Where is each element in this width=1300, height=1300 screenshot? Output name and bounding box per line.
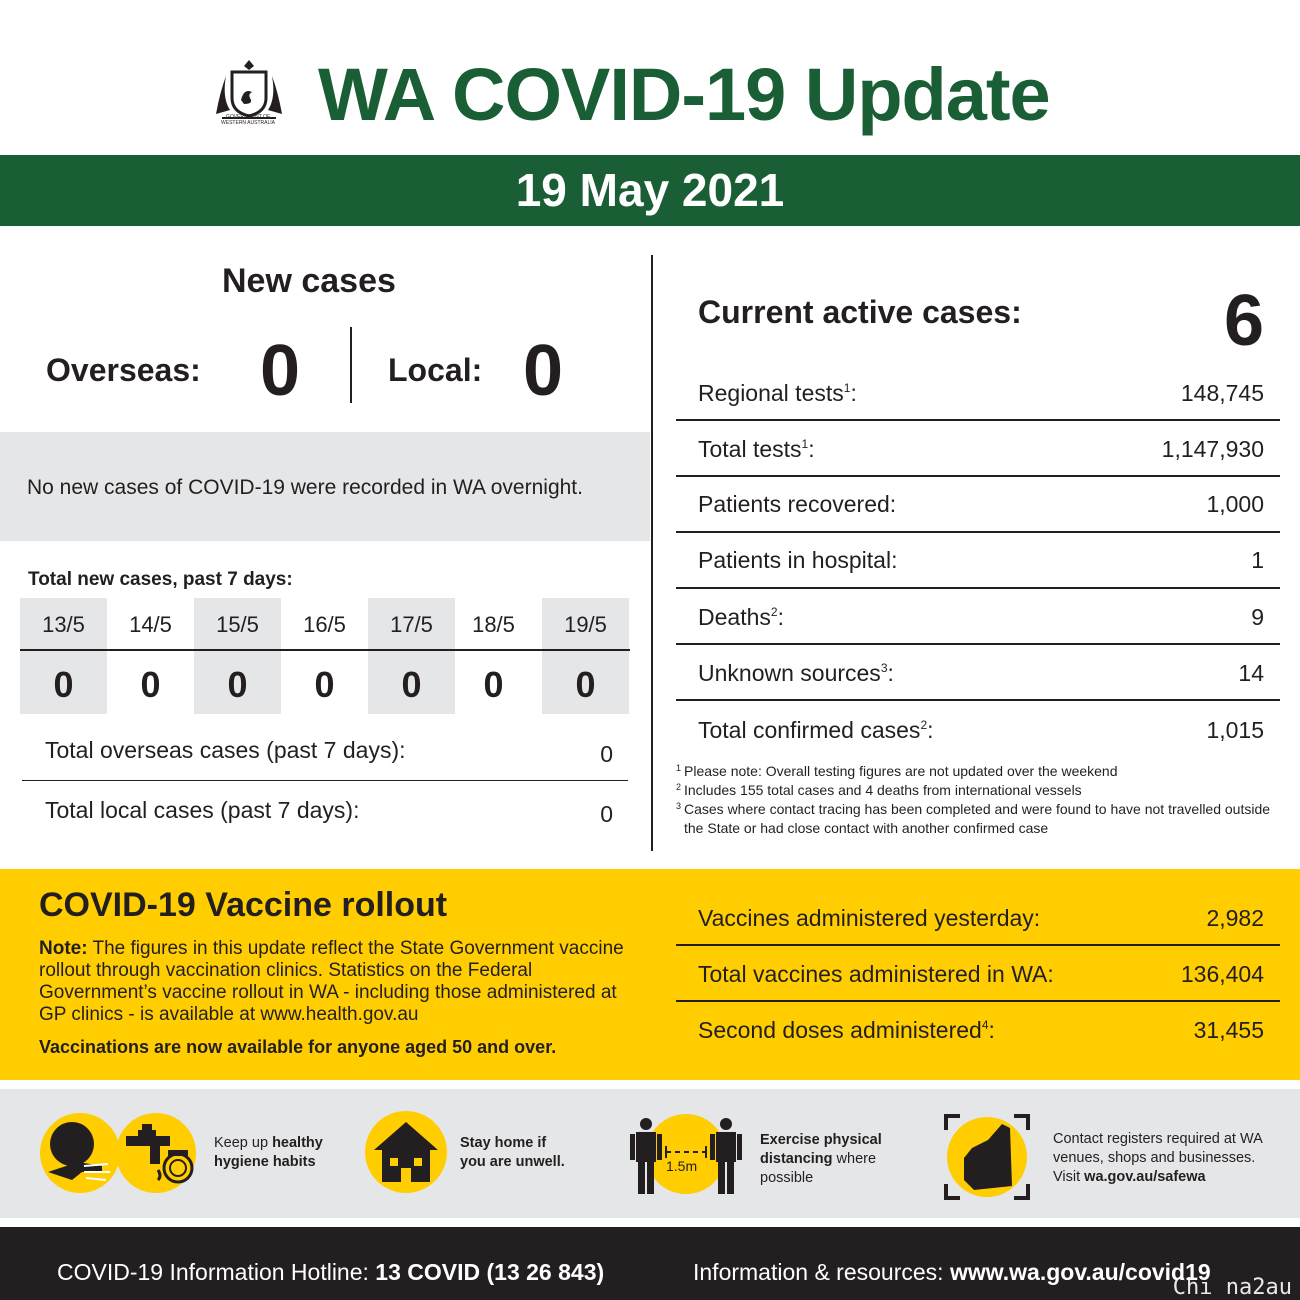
tip-contact-register-text: Contact registers required at WA venues, shops and businesses. Visit wa.gov.au/safewa	[1053, 1131, 1263, 1185]
total-local-value: 0	[600, 801, 613, 827]
day-date: 15/5	[216, 612, 259, 637]
logo-caption-line1: GOVERNMENT OF	[225, 114, 271, 120]
day-date: 14/5	[129, 612, 172, 637]
day-column	[20, 598, 107, 714]
total-overseas-label: Total overseas cases (past 7 days):	[45, 737, 406, 763]
hygiene-icon	[38, 1110, 198, 1196]
total-overseas-row	[20, 737, 628, 797]
stat-value: 1,015	[1206, 717, 1264, 743]
vaccine-availability: Vaccinations are now available for anyone aged 50 and over.	[39, 1037, 557, 1057]
new-cases-divider	[350, 327, 352, 403]
house-icon	[364, 1110, 448, 1194]
footer	[0, 1227, 1300, 1300]
total-local-row	[20, 797, 628, 857]
day-column	[368, 598, 455, 714]
resources	[693, 1259, 1211, 1286]
vaccine-stat-label: Second doses administered$^4$:	[698, 1017, 995, 1043]
stat-value: 148,745	[1180, 380, 1264, 406]
stat-value: 9	[1251, 604, 1264, 630]
row-divider	[22, 780, 628, 781]
day-column	[194, 598, 281, 714]
stat-label: Unknown sources$^3$:	[698, 660, 894, 686]
tip-stay-home-text: Stay home if you are unwell.	[460, 1135, 565, 1170]
stat-divider	[676, 419, 1280, 421]
stat-divider	[676, 699, 1280, 701]
day-value: 0	[483, 664, 504, 705]
vaccine-note: Note: The figures in this update reflect the State Government vaccine rollout through vaccination clinics. Statistics on the Federal Government’s vaccine rollout in WA - including those administered at GP clinics - is available at www.health.gov.au	[39, 938, 624, 1025]
hotline	[57, 1259, 604, 1286]
local-value: 0	[523, 331, 564, 411]
hotline-label: COVID-19 Information Hotline:	[57, 1259, 376, 1285]
logo-caption	[200, 114, 296, 126]
stat-divider	[676, 531, 1280, 533]
day-value: 0	[575, 664, 596, 705]
vaccine-stat-value: 2,982	[1206, 905, 1264, 931]
vaccine-stat-label: Vaccines administered yesterday:	[698, 905, 1041, 931]
summary-box	[0, 432, 650, 541]
day-column	[542, 598, 629, 714]
stat-divider	[676, 587, 1280, 589]
resources-label: Information & resources:	[693, 1259, 950, 1285]
stat-label: Regional tests$^1$:	[698, 380, 857, 406]
stat-value: 1,147,930	[1161, 436, 1264, 462]
stat-label: Deaths$^2$:	[698, 604, 784, 630]
tip-hygiene-text: Keep up healthy hygiene habits	[214, 1135, 323, 1170]
stat-label: Total confirmed cases$^2$:	[698, 717, 934, 743]
stat-divider	[676, 475, 1280, 477]
date-banner: 19 May 2021	[0, 155, 1300, 226]
stat-value: 1	[1251, 547, 1264, 573]
vaccine-row-second-doses	[676, 1009, 1280, 1065]
footnote: 1 Please note: Overall testing figures are not updated over the weekend	[676, 763, 1118, 779]
center-divider	[651, 255, 653, 851]
vaccine-heading: COVID-19 Vaccine rollout	[39, 886, 448, 924]
summary-text: No new cases of COVID-19 were recorded in WA overnight.	[27, 476, 583, 499]
distancing-icon	[630, 1112, 742, 1198]
total-local-label: Total local cases (past 7 days):	[45, 797, 360, 823]
day-column	[107, 598, 194, 714]
overseas-value: 0	[260, 331, 301, 411]
day-value: 0	[227, 664, 248, 705]
day-column	[450, 598, 537, 714]
stat-divider	[676, 643, 1280, 645]
day-date: 18/5	[472, 612, 515, 637]
stat-label: Total tests$^1$:	[698, 436, 815, 462]
stat-label: Patients in hospital:	[698, 547, 898, 573]
vaccine-divider	[676, 1000, 1280, 1002]
day-value: 0	[140, 664, 161, 705]
logo-caption-line2: WESTERN AUSTRALIA	[221, 120, 275, 126]
day-value: 0	[53, 664, 74, 705]
total-overseas-value: 0	[600, 741, 613, 767]
vaccine-stat-label: Total vaccines administered in WA:	[698, 961, 1054, 987]
day-value: 0	[401, 664, 422, 705]
wa-map-icon	[944, 1114, 1030, 1200]
footnotes	[676, 762, 1280, 838]
active-cases-value: 6	[1223, 281, 1264, 361]
local-label: Local:	[388, 352, 483, 388]
footnote: 2 Includes 155 total cases and 4 deaths from international vessels	[676, 782, 1082, 798]
day-table-divider	[20, 649, 630, 651]
new-cases-heading: New cases	[222, 262, 396, 300]
vaccine-stat-value: 136,404	[1180, 961, 1264, 987]
past-7-days-table	[20, 598, 630, 714]
day-column	[281, 598, 368, 714]
resources-link[interactable]: www.wa.gov.au/covid19	[949, 1259, 1211, 1285]
vaccine-divider	[676, 944, 1280, 946]
day-date: 17/5	[390, 612, 433, 637]
overseas-label: Overseas:	[46, 352, 201, 388]
active-cases-label: Current active cases:	[698, 294, 1022, 330]
stat-row-total-confirmed	[676, 709, 1280, 765]
stat-value: 14	[1238, 660, 1264, 686]
day-date: 13/5	[42, 612, 85, 637]
day-value: 0	[314, 664, 335, 705]
stat-label: Patients recovered:	[698, 491, 897, 517]
page-title: WA COVID-19 Update	[318, 53, 1050, 136]
day-date: 16/5	[303, 612, 346, 637]
vaccine-stat-value: 31,455	[1193, 1017, 1264, 1043]
hotline-number: 13 COVID (13 26 843)	[375, 1259, 605, 1285]
distance-label: 1.5m	[666, 1158, 698, 1174]
watermark: Chi na2au	[1172, 1275, 1292, 1300]
day-date: 19/5	[564, 612, 607, 637]
stat-value: 1,000	[1206, 491, 1264, 517]
past-7-days-heading: Total new cases, past 7 days:	[28, 569, 293, 590]
tip-distancing-text: Exercise physical distancing where possible	[760, 1132, 882, 1186]
footnote: 3 Cases where contact tracing has been completed and were found to have not travelled outside the State or had close contact with another confirmed case	[676, 801, 1271, 836]
